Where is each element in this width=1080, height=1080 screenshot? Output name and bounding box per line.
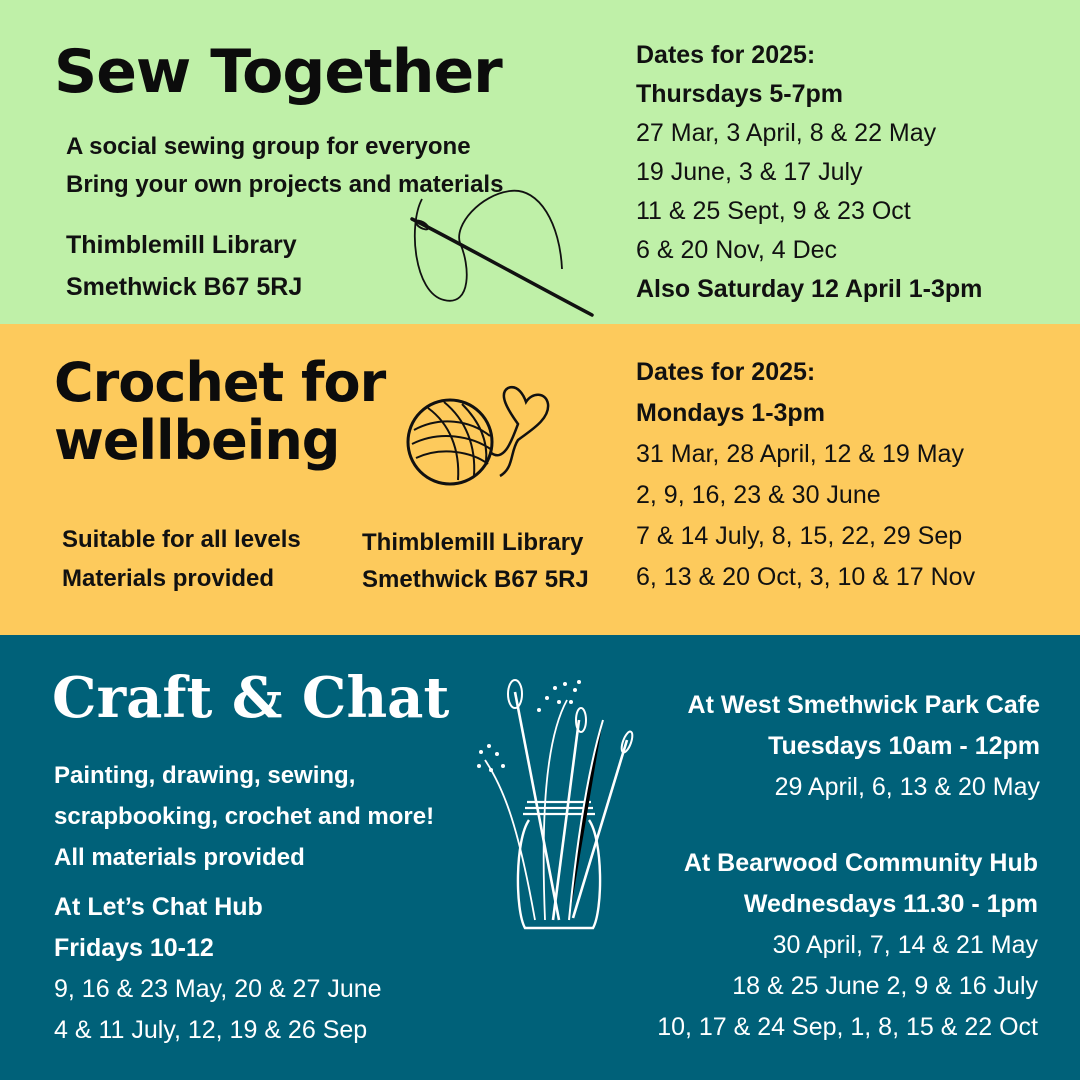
craft-title: Craft & Chat bbox=[52, 665, 450, 731]
park-schedule: Tuesdays 10am - 12pm bbox=[768, 732, 1040, 760]
bearwood-name: At Bearwood Community Hub bbox=[683, 849, 1038, 877]
craft-desc-line: Painting, drawing, sewing, bbox=[54, 762, 356, 789]
brush-jar-icon bbox=[475, 680, 645, 940]
crochet-description bbox=[62, 520, 301, 598]
park-name: At West Smethwick Park Cafe bbox=[687, 691, 1040, 719]
crochet-date-line: 2, 9, 16, 23 & 30 June bbox=[636, 481, 881, 509]
crochet-venue-line: Thimblemill Library bbox=[362, 529, 584, 556]
crochet-venue bbox=[362, 524, 589, 598]
crochet-dates-heading: Dates for 2025: bbox=[636, 358, 816, 386]
bearwood-schedule: Wednesdays 11.30 - 1pm bbox=[743, 890, 1038, 918]
crochet-date-line: 6, 13 & 20 Oct, 3, 10 & 17 Nov bbox=[636, 563, 976, 591]
sew-venue-line: Smethwick B67 5RJ bbox=[66, 273, 303, 301]
bearwood-date-line: 30 April, 7, 14 & 21 May bbox=[772, 931, 1038, 959]
crochet-title-line: wellbeing bbox=[54, 409, 340, 472]
sew-dates bbox=[636, 36, 982, 309]
craft-description bbox=[54, 755, 434, 878]
lets-chat-hub-date-line: 4 & 11 July, 12, 19 & 26 Sep bbox=[54, 1016, 368, 1044]
sew-schedule: Thursdays 5-7pm bbox=[636, 80, 844, 108]
crochet-title bbox=[54, 351, 386, 472]
crochet-date-line: 31 Mar, 28 April, 12 & 19 May bbox=[636, 440, 964, 468]
sew-date-line: 19 June, 3 & 17 July bbox=[636, 158, 863, 186]
sew-dates-heading: Dates for 2025: bbox=[636, 41, 816, 69]
crochet-section bbox=[0, 324, 1080, 635]
crochet-venue-line: Smethwick B67 5RJ bbox=[362, 566, 589, 593]
sew-venue bbox=[66, 224, 302, 308]
sew-date-line: 6 & 20 Nov, 4 Dec bbox=[636, 236, 838, 264]
yarn-ball-heart-icon bbox=[400, 380, 570, 510]
sew-desc-line: A social sewing group for everyone bbox=[66, 133, 471, 160]
craft-desc-line: All materials provided bbox=[54, 844, 305, 871]
sew-date-line: 11 & 25 Sept, 9 & 23 Oct bbox=[636, 197, 911, 225]
bearwood-date-line: 18 & 25 June 2, 9 & 16 July bbox=[732, 972, 1038, 1000]
craft-chat-section bbox=[0, 635, 1080, 1080]
sew-title: Sew Together bbox=[54, 37, 502, 107]
sew-venue-line: Thimblemill Library bbox=[66, 231, 297, 259]
needle-thread-icon bbox=[400, 185, 600, 324]
sew-date-line: 27 Mar, 3 April, 8 & 22 May bbox=[636, 119, 937, 147]
sew-extra-date: Also Saturday 12 April 1-3pm bbox=[636, 275, 983, 303]
crochet-schedule: Mondays 1-3pm bbox=[636, 399, 825, 427]
west-smethwick-park-block bbox=[688, 685, 1040, 808]
bearwood-date-line: 10, 17 & 24 Sep, 1, 8, 15 & 22 Oct bbox=[657, 1013, 1038, 1041]
craft-desc-line: scrapbooking, crochet and more! bbox=[54, 803, 435, 830]
crochet-desc-line: Suitable for all levels bbox=[62, 526, 301, 553]
sew-together-section bbox=[0, 0, 1080, 324]
bearwood-hub-block bbox=[657, 843, 1038, 1048]
crochet-desc-line: Materials provided bbox=[62, 565, 275, 592]
lets-chat-hub-block bbox=[54, 887, 382, 1051]
lets-chat-hub-date-line: 9, 16 & 23 May, 20 & 27 June bbox=[54, 975, 382, 1003]
crochet-title-line: Crochet for bbox=[54, 351, 386, 414]
lets-chat-hub-schedule: Fridays 10-12 bbox=[54, 934, 214, 962]
park-date-line: 29 April, 6, 13 & 20 May bbox=[774, 773, 1040, 801]
lets-chat-hub-name: At Let’s Chat Hub bbox=[54, 893, 263, 921]
crochet-dates bbox=[636, 352, 975, 598]
sew-desc-line: Bring your own projects and materials bbox=[66, 171, 504, 198]
crochet-date-line: 7 & 14 July, 8, 15, 22, 29 Sep bbox=[636, 522, 963, 550]
